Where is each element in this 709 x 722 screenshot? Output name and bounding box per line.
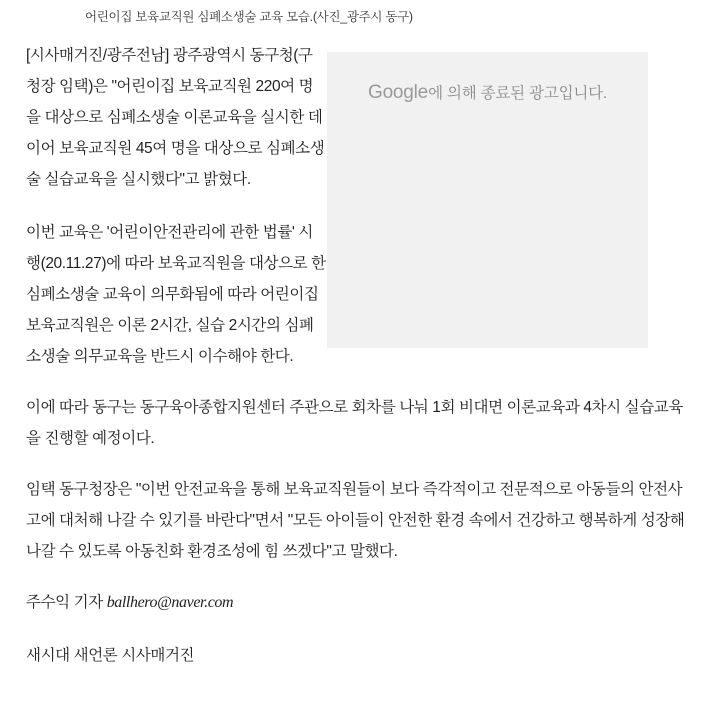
article-paragraph-4: 임택 동구청장은 "이번 안전교육을 통해 보육교직원들이 보다 즉각적이고 전문적으로 아동들의 안전사고에 대처해 나갈 수 있기를 바란다"면서 "모든 아이들이 안전한 환경 속에서 건강하고 행복하게 성장해 나갈 수 있도록 아동친화 환경조성에 힘 쓰겠다"고 말했다.	[26, 481, 685, 560]
article-body	[26, 40, 686, 671]
byline-reporter: 주수익 기자	[26, 594, 107, 611]
article-byline	[26, 587, 686, 618]
article-paragraph-3: 이에 따라 동구는 동구육아종합지원센터 주관으로 회차를 나눠 1회 비대면 이론교육과 4차시 실습교육을 진행할 예정이다.	[26, 399, 683, 447]
paragraph-spacer	[26, 372, 686, 392]
paragraph-spacer	[26, 618, 686, 640]
paragraph-spacer	[26, 454, 686, 474]
google-logo-text: Google	[367, 82, 429, 103]
publisher-slogan: 새시대 새언론 시사매거진	[26, 647, 195, 664]
paragraph-spacer	[26, 195, 686, 217]
paragraph-spacer	[26, 567, 686, 587]
image-caption: 어린이집 보육교직원 심폐소생술 교육 모습.(사진_광주시 동구)	[85, 10, 413, 24]
article-paragraph-2: 이번 교육은 '어린이안전관리에 관한 법률' 시행(20.11.27)에 따라 보육교직원을 대상으로 한 심폐소생술 교육이 의무화됨에 따라 어린이집 보육교직원은 이론 2시간, 실습 2시간의 심폐소생술 의무교육을 반드시 이수해야 한다.	[26, 224, 326, 365]
byline-email[interactable]: ballhero@naver.com	[106, 594, 234, 611]
article-paragraph-1: [시사매거진/광주전남] 광주광역시 동구청(구청장 임택)은 "어린이집 보육교직원 220여 명을 대상으로 심폐소생술 이론교육을 실시한 데 이어 보육교직원 45여 명을 대상으로 심폐소생술 실습교육을 실시했다"고 밝혔다.	[26, 47, 325, 188]
ad-message-suffix: 에 의해 종료된 광고입니다.	[428, 85, 607, 102]
